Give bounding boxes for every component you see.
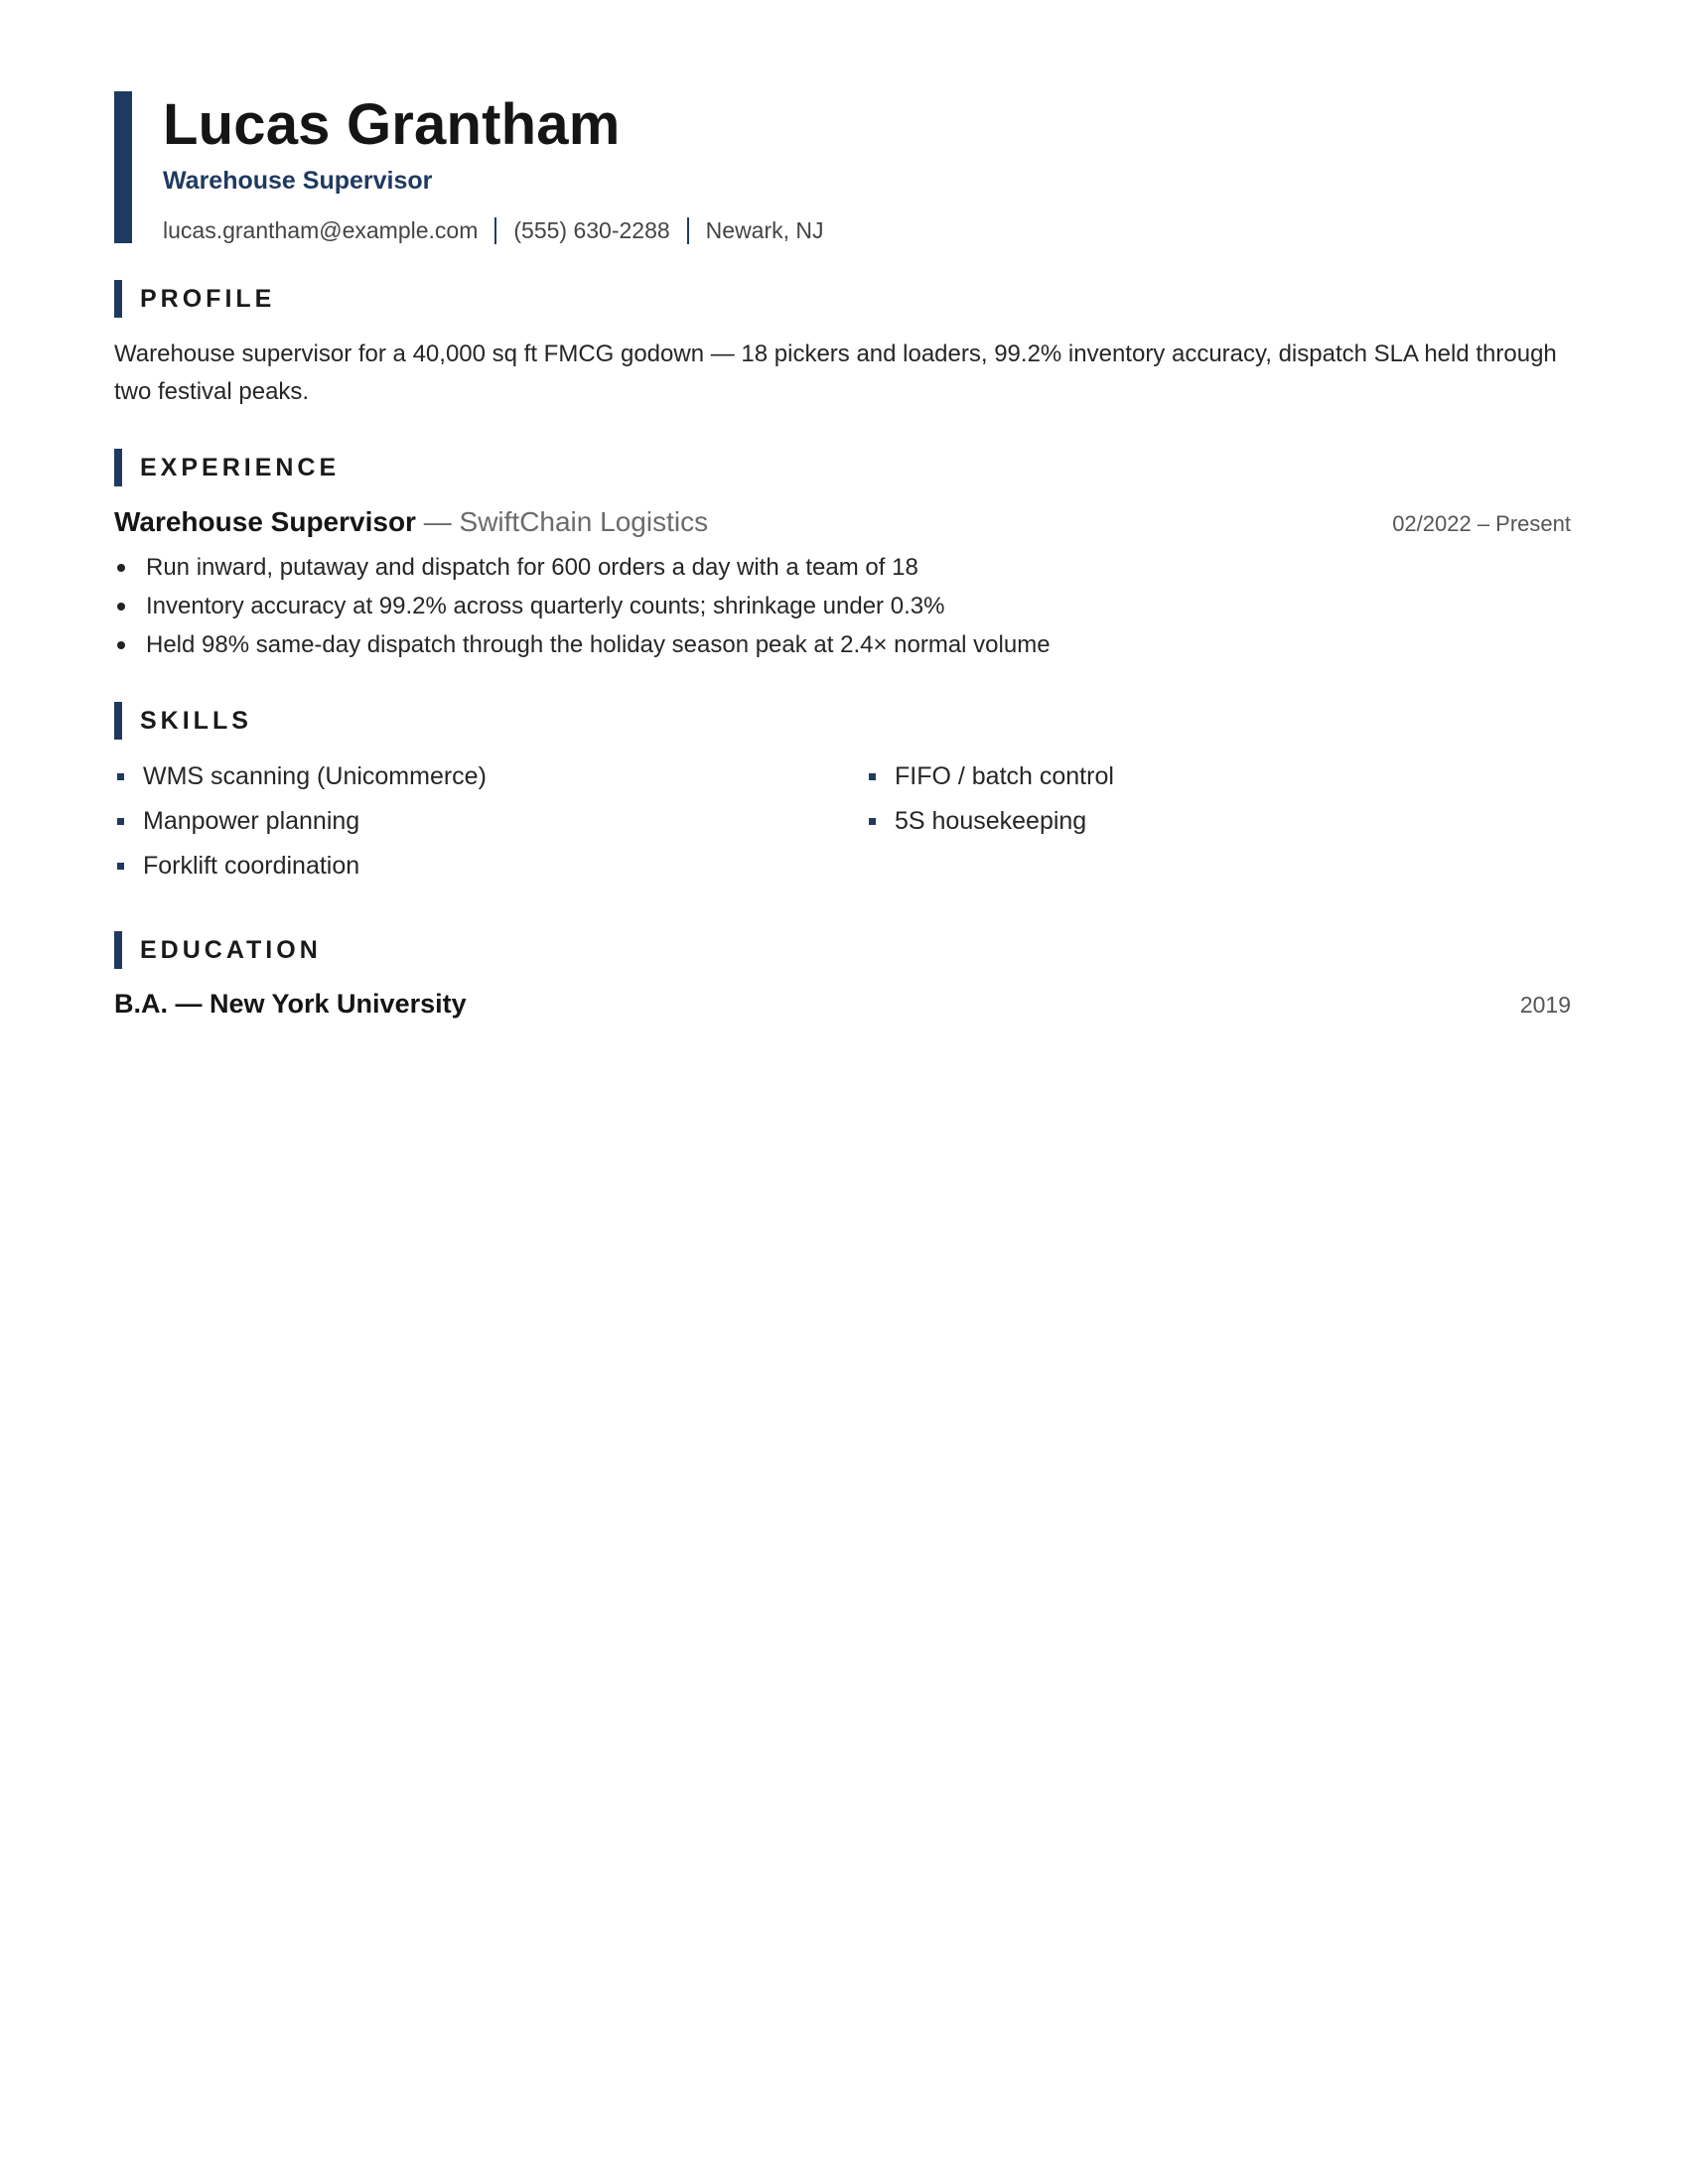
header-accent-bar xyxy=(114,91,132,243)
resume-page xyxy=(114,91,1571,1020)
square-bullet-icon xyxy=(869,818,876,825)
section-accent-bar xyxy=(114,280,122,318)
list-item xyxy=(114,625,1571,664)
list-item xyxy=(114,587,1571,625)
candidate-role: Warehouse Supervisor xyxy=(163,167,433,195)
profile-summary: Warehouse supervisor for a 40,000 sq ft FMCG godown — 18 pickers and loaders, 99.2% inventory accuracy, dispatch SLA held through two festival peaks. xyxy=(114,341,1557,405)
section-heading xyxy=(114,280,1571,318)
skill-item xyxy=(114,802,866,840)
bullet-dot-icon xyxy=(117,603,125,611)
skill-label: 5S housekeeping xyxy=(895,807,1087,835)
job-header xyxy=(114,506,1571,538)
job-title: Warehouse Supervisor xyxy=(114,506,416,537)
square-bullet-icon xyxy=(117,863,124,870)
section-heading xyxy=(114,449,1571,486)
section-accent-bar xyxy=(114,702,122,740)
job-company: — SwiftChain Logistics xyxy=(415,506,709,537)
bullet-text: Run inward, putaway and dispatch for 600 orders a day with a team of 18 xyxy=(146,554,918,581)
list-item xyxy=(114,548,1571,587)
bullet-dot-icon xyxy=(117,641,125,649)
candidate-name: Lucas Grantham xyxy=(163,92,621,157)
skill-item xyxy=(114,757,866,795)
profile-heading: PROFILE xyxy=(140,284,276,313)
contact-location: Newark, NJ xyxy=(705,217,824,243)
bullet-text: Inventory accuracy at 99.2% across quarterly counts; shrinkage under 0.3% xyxy=(146,593,945,619)
section-heading xyxy=(114,931,1571,969)
square-bullet-icon xyxy=(117,773,124,780)
experience-section xyxy=(114,449,1571,664)
contact-email: lucas.grantham@example.com xyxy=(163,217,479,243)
profile-section xyxy=(114,280,1571,411)
skill-label: Forklift coordination xyxy=(143,852,360,880)
square-bullet-icon xyxy=(869,773,876,780)
section-heading xyxy=(114,702,1571,740)
skill-item xyxy=(866,802,1561,840)
bullet-text: Held 98% same-day dispatch through the holiday season peak at 2.4× normal volume xyxy=(146,631,1051,658)
skill-label: Manpower planning xyxy=(143,807,360,835)
contact-separator xyxy=(494,217,496,244)
education-heading: EDUCATION xyxy=(140,935,322,964)
skill-label: WMS scanning (Unicommerce) xyxy=(143,762,487,790)
skill-item xyxy=(866,757,1561,795)
contact-separator xyxy=(687,217,689,244)
education-year: 2019 xyxy=(1519,992,1571,1018)
education-section xyxy=(114,931,1571,1020)
skill-label: FIFO / batch control xyxy=(895,762,1114,790)
job-dates: 02/2022 – Present xyxy=(1392,511,1571,536)
contact-line xyxy=(163,215,1571,245)
job-bullets xyxy=(114,548,1571,664)
job-entry xyxy=(114,506,1571,664)
section-accent-bar xyxy=(114,449,122,486)
section-accent-bar xyxy=(114,931,122,969)
resume-header xyxy=(114,91,1571,243)
skills-section xyxy=(114,702,1571,885)
skills-list xyxy=(114,757,1571,885)
contact-phone: (555) 630-2288 xyxy=(513,217,670,243)
job-title-line xyxy=(114,506,708,538)
skill-item xyxy=(114,847,866,885)
experience-heading: EXPERIENCE xyxy=(140,453,341,481)
skills-heading: SKILLS xyxy=(140,706,252,735)
bullet-dot-icon xyxy=(117,564,125,572)
education-degree: B.A. — New York University xyxy=(114,989,467,1019)
square-bullet-icon xyxy=(117,818,124,825)
education-entry xyxy=(114,989,1571,1020)
